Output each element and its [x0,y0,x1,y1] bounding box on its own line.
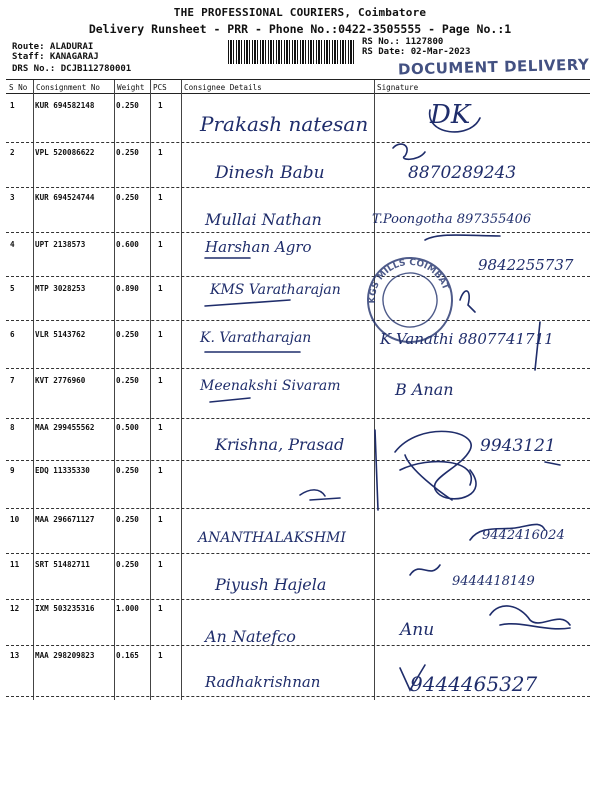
row-signature-handwriting: 9442416024 [482,528,565,543]
row-weight: 0.250 [116,560,139,569]
row-consignee-handwriting: Prakash natesan [200,112,369,136]
round-stamp [0,0,464,481]
row-pcs: 1 [158,515,163,524]
drs-number: DRS No.: DCJB112780001 [12,64,132,74]
row-signature-handwriting: T.Poongotha 897355406 [372,212,532,227]
row-signature-handwriting: Anu [400,620,435,640]
row-weight: 0.250 [116,193,139,202]
column-header-signature: Signature [377,83,419,92]
row-consignee-handwriting: Krishna, Prasad [215,435,345,454]
row-pcs: 1 [158,330,163,339]
row-weight: 0.250 [116,101,139,110]
column-header-consignment: Consignment No [36,83,101,92]
row-pcs: 1 [158,604,163,613]
row-sno: 8 [10,423,15,432]
row-pcs: 1 [158,376,163,385]
svg-text:KGS MILLS COIMBATORE [0,0,451,445]
row-weight: 0.250 [116,515,139,524]
row-consignment: VLR 5143762 [35,330,86,339]
row-consignment: SRT 51482711 [35,560,90,569]
row-weight: 0.600 [116,240,139,249]
row-consignee-handwriting: Dinesh Babu [215,163,325,183]
row-weight: 0.250 [116,376,139,385]
row-consignment: VPL 520086622 [35,148,95,157]
row-sno: 6 [10,330,15,339]
row-sno: 10 [10,515,20,524]
row-pcs: 1 [158,101,163,110]
row-sno: 4 [10,240,15,249]
column-header-pcs: PCS [153,83,167,92]
row-weight: 0.500 [116,423,139,432]
rs-number: RS No.: 1127800 [362,37,444,47]
row-signature-handwriting: 9444465327 [410,672,538,696]
row-consignee-handwriting: K. Varatharajan [200,330,312,346]
row-weight: 0.165 [116,651,139,660]
row-consignee-handwriting: ANANTHALAKSHMI [198,530,346,546]
row-consignment: KUR 694582148 [35,101,95,110]
row-signature-handwriting: 9842255737 [478,256,574,274]
row-pcs: 1 [158,240,163,249]
row-pcs: 1 [158,193,163,202]
row-sno: 13 [10,651,20,660]
row-consignee-handwriting: Mullai Nathan [205,210,322,229]
runsheet-subtitle: Delivery Runsheet - PRR - Phone No.:0422-3505555 - Page No.:1 [88,22,512,36]
row-signature-handwriting: B Anan [395,380,454,399]
row-weight: 0.250 [116,148,139,157]
row-consignee-handwriting: Radhakrishnan [205,673,321,691]
row-consignment: MTP 3028253 [35,284,86,293]
row-sno: 7 [10,376,15,385]
row-consignment: UPT 2138573 [35,240,86,249]
row-signature-handwriting: 9444418149 [452,574,535,589]
row-weight: 0.890 [116,284,139,293]
row-consignee-handwriting: Piyush Hajela [215,575,327,594]
row-consignment: KVT 2776960 [35,376,86,385]
column-header-consignee: Consignee Details [184,83,262,92]
row-pcs: 1 [158,560,163,569]
row-sno: 5 [10,284,15,293]
rs-date: RS Date: 02-Mar-2023 [362,47,471,57]
row-sno: 1 [10,101,15,110]
row-weight: 0.250 [116,466,139,475]
row-consignment: IXM 503235316 [35,604,95,613]
row-pcs: 1 [158,148,163,157]
row-consignee-handwriting: Meenakshi Sivaram [200,378,341,394]
row-consignment: KUR 694524744 [35,193,95,202]
row-consignment: MAA 296671127 [35,515,95,524]
row-signature-handwriting: K Vanathi 8807741711 [380,330,554,348]
row-weight: 1.000 [116,604,139,613]
row-consignee-handwriting: KMS Varatharajan [210,282,341,298]
row-consignee-handwriting: An Natefco [205,627,296,646]
staff-label: Staff: KANAGARAJ [12,52,99,62]
column-header-sno: S No [9,83,28,92]
row-sno: 3 [10,193,15,202]
company-title: THE PROFESSIONAL COURIERS, Coimbatore [173,6,427,19]
row-consignee-handwriting: Harshan Agro [205,238,312,256]
row-pcs: 1 [158,423,163,432]
round-stamp-text: KGS MILLS COIMBATORE [367,257,451,304]
row-sno: 2 [10,148,15,157]
row-signature-handwriting: DK [430,100,471,130]
document-delivery-stamp: DOCUMENT DELIVERY [397,55,590,79]
column-header-weight: Weight [117,83,145,92]
row-pcs: 1 [158,651,163,660]
row-consignment: MAA 298209823 [35,651,95,660]
row-sno: 9 [10,466,15,475]
row-signature-handwriting: 9943121 [480,436,556,456]
row-consignment: EDQ 11335330 [35,466,90,475]
row-pcs: 1 [158,466,163,475]
row-consignment: MAA 299455562 [35,423,95,432]
row-pcs: 1 [158,284,163,293]
route-label: Route: ALADURAI [12,42,94,52]
row-weight: 0.250 [116,330,139,339]
row-sno: 11 [10,560,20,569]
row-sno: 12 [10,604,20,613]
row-signature-handwriting: 8870289243 [408,163,517,183]
